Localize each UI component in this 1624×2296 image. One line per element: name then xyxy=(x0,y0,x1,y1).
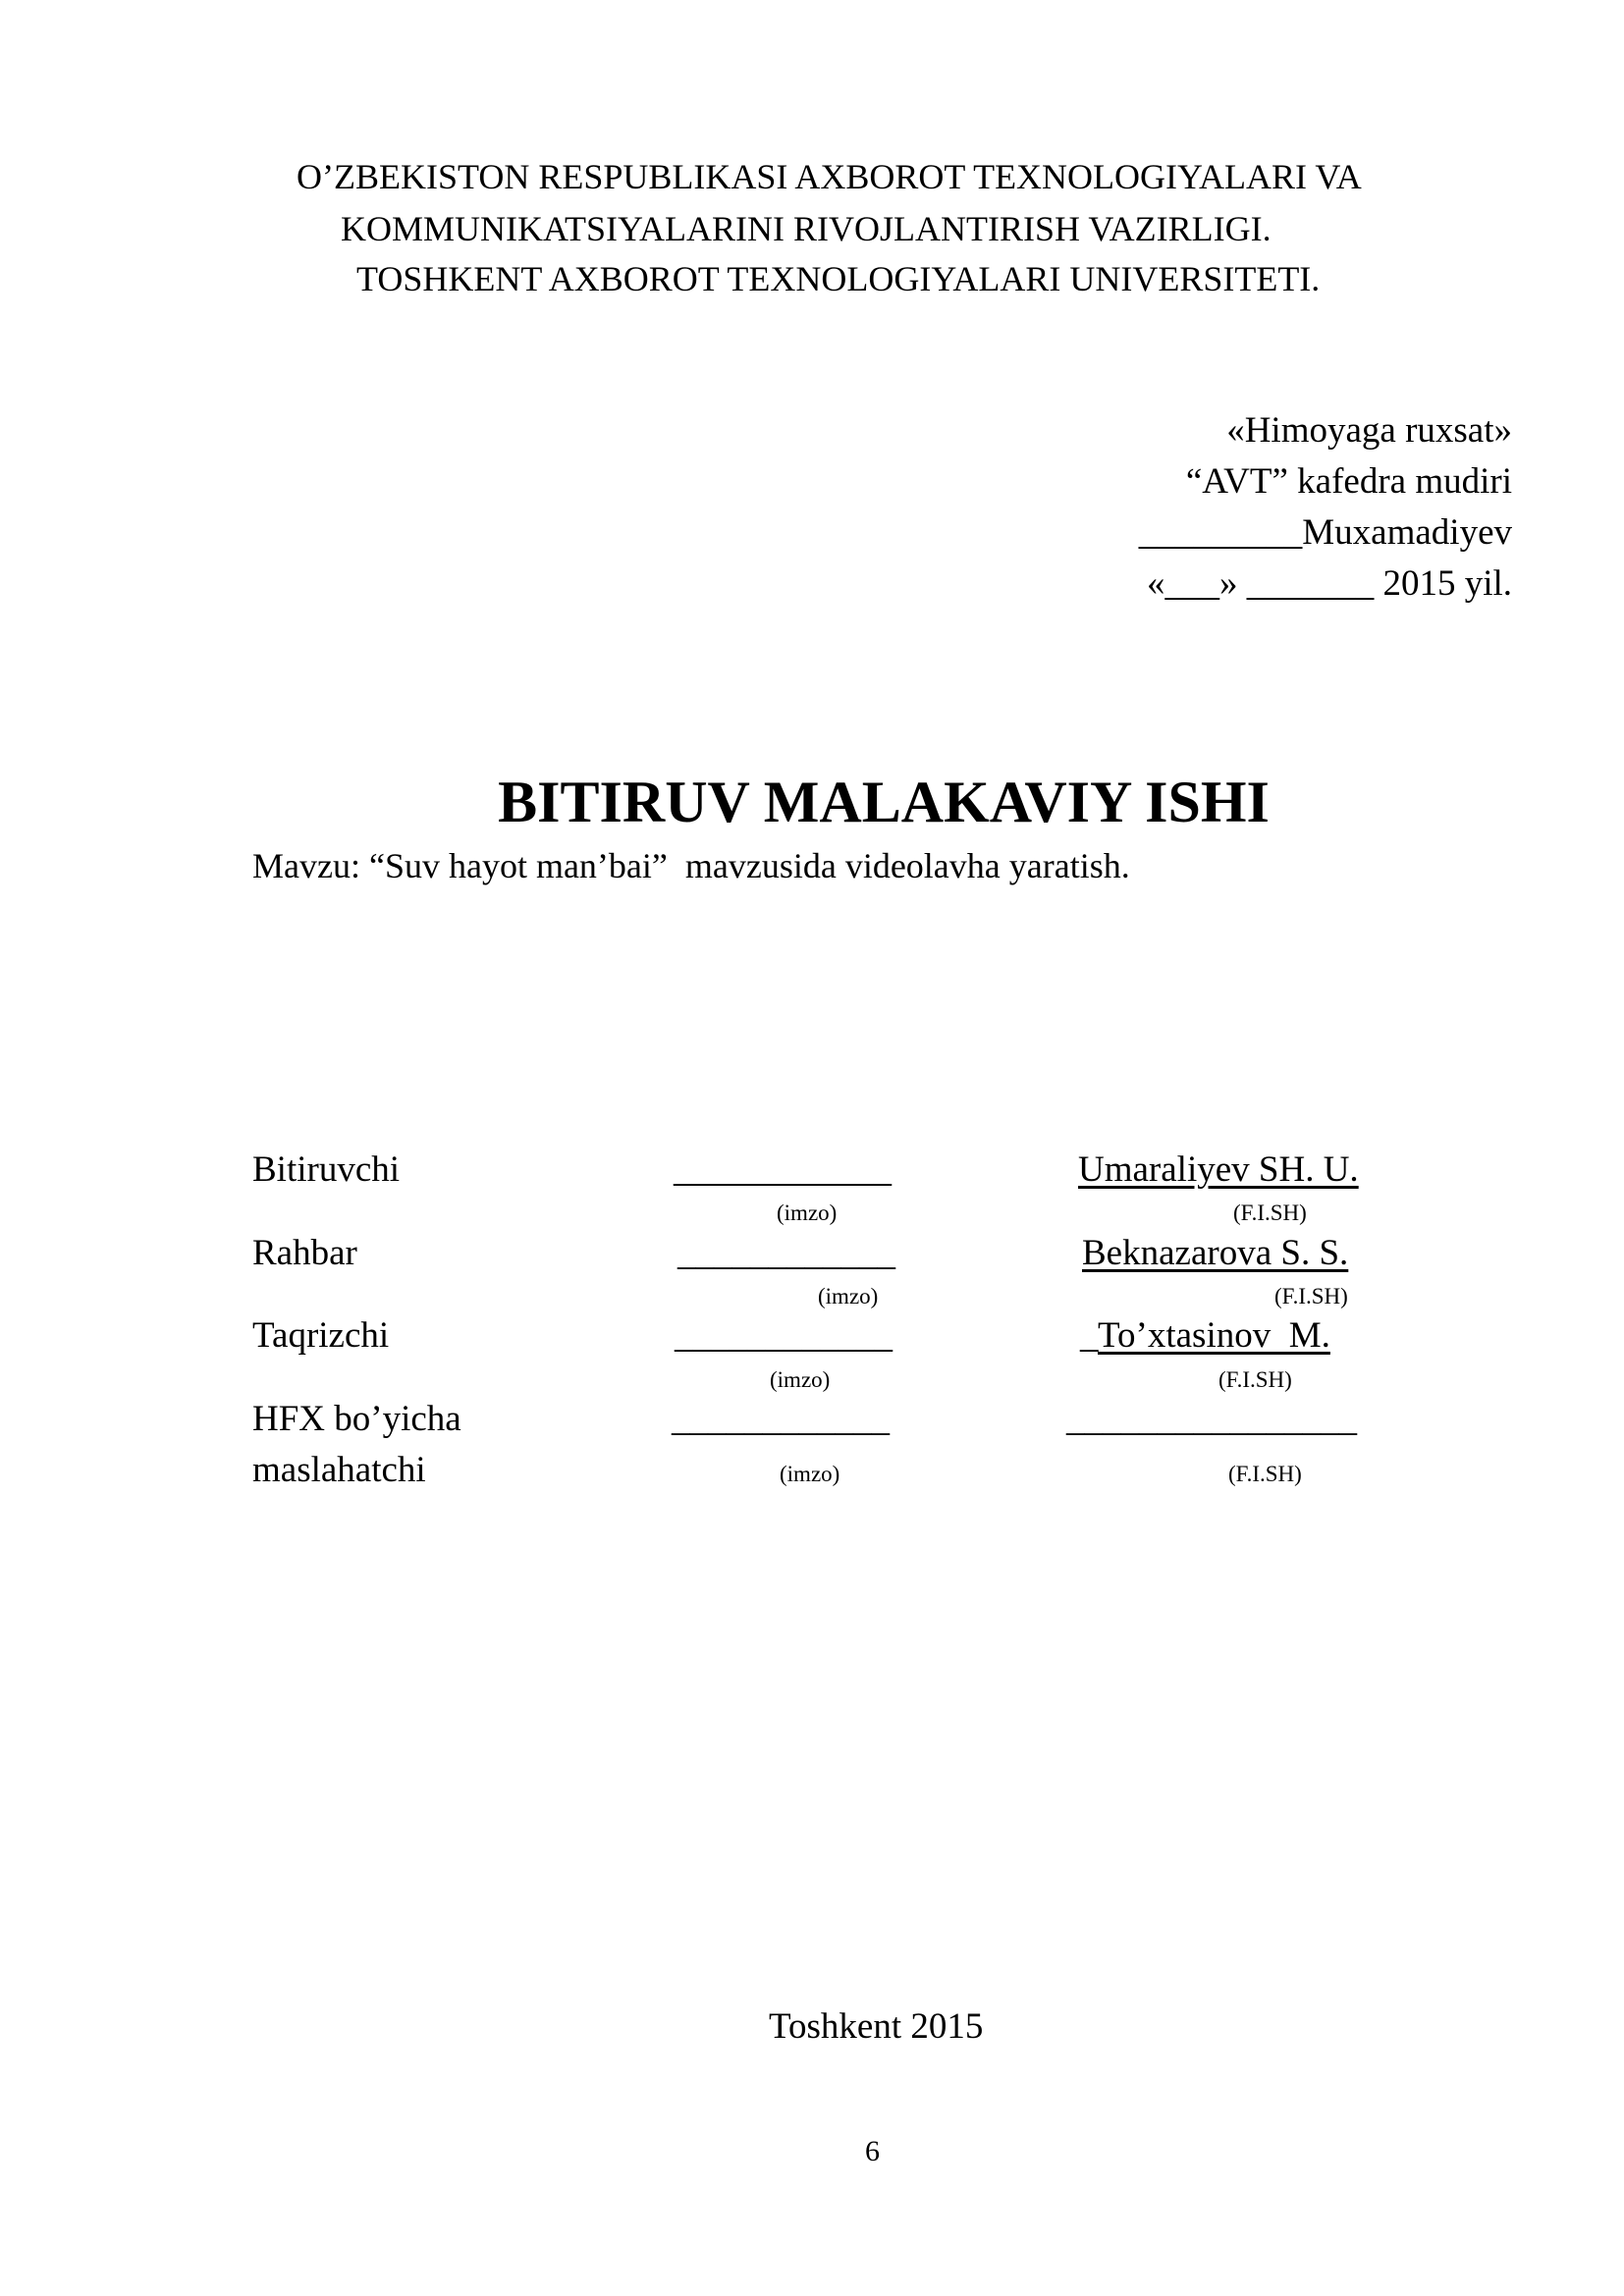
signature-line-graduate: ____________ xyxy=(674,1149,892,1190)
signature-line-consultant: ____________ xyxy=(672,1399,890,1439)
signature-label-reviewer: Taqrizchi xyxy=(252,1315,390,1356)
signature-name-reviewer: To’xtasinov M. xyxy=(1098,1315,1330,1356)
signature-line-reviewer: ____________ xyxy=(675,1315,893,1356)
signature-label-consultant-line-2: maslahatchi xyxy=(252,1450,426,1490)
header-ministry-line-2: KOMMUNIKATSIYALARINI RIVOJLANTIRISH VAZIRLIGI. xyxy=(341,209,1272,248)
approval-date: «___» _______ 2015 yil. xyxy=(1146,563,1512,604)
signature-line-supervisor: ____________ xyxy=(677,1233,895,1273)
signature-label-consultant-line-1: HFX bo’yicha xyxy=(252,1399,461,1439)
signature-name-graduate: Umaraliyev SH. U. xyxy=(1078,1149,1359,1190)
footer-city-year: Toshkent 2015 xyxy=(769,2006,984,2047)
signature-note-supervisor: (imzo) xyxy=(818,1284,879,1308)
signature-name-supervisor: Beknazarova S. S. xyxy=(1082,1233,1349,1273)
approval-head-signature: _________Muxamadiyev xyxy=(1138,512,1512,553)
document-title: BITIRUV MALAKAVIY ISHI xyxy=(498,770,1270,834)
name-note-supervisor: (F.I.SH) xyxy=(1274,1284,1348,1308)
name-line-consultant: ________________ xyxy=(1066,1399,1357,1439)
page-number: 6 xyxy=(865,2135,880,2167)
signature-label-supervisor: Rahbar xyxy=(252,1233,357,1273)
header-ministry-line-1: O’ZBEKISTON RESPUBLIKASI AXBOROT TEXNOLOGIYALARI VA xyxy=(297,157,1362,196)
approval-department-head: “AVT” kafedra mudiri xyxy=(1185,461,1512,502)
signature-note-graduate: (imzo) xyxy=(777,1201,838,1225)
name-note-reviewer: (F.I.SH) xyxy=(1218,1367,1292,1392)
document-topic: Mavzu: “Suv hayot man’bai” mavzusida videolavha yaratish. xyxy=(252,846,1130,885)
name-note-consultant: (F.I.SH) xyxy=(1228,1462,1302,1486)
signature-name-prefix-reviewer: _ xyxy=(1080,1315,1099,1356)
name-note-graduate: (F.I.SH) xyxy=(1233,1201,1307,1225)
approval-permission: «Himoyaga ruxsat» xyxy=(1226,410,1512,451)
signature-note-consultant: (imzo) xyxy=(780,1462,840,1486)
signature-note-reviewer: (imzo) xyxy=(770,1367,831,1392)
signature-label-graduate: Bitiruvchi xyxy=(252,1149,401,1190)
header-university-line: TOSHKENT AXBOROT TEXNOLOGIYALARI UNIVERSITETI. xyxy=(356,259,1321,298)
